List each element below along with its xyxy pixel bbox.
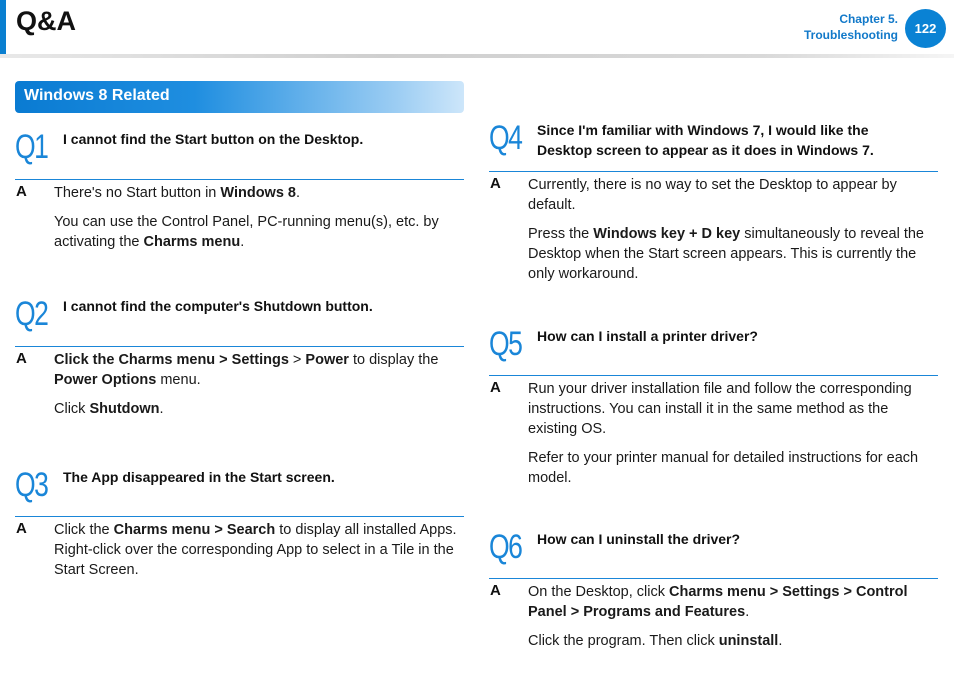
- answer-body: [528, 175, 940, 293]
- answer-emphasis: uninstall: [718, 633, 779, 649]
- answer-emphasis: Charms menu: [143, 234, 241, 250]
- answer-text: to display all installed Apps. Right-click over the corresponding App to select in a Tile in the Start Screen.: [54, 522, 457, 578]
- answer-text: Run your driver installation file and follow the corresponding instructions. You can install it in the same method as the existing OS.: [528, 381, 912, 437]
- question-text: I cannot find the Start button on the Desktop.: [63, 131, 364, 147]
- answer-paragraph: [528, 224, 940, 284]
- section-title: Windows 8 Related: [24, 87, 170, 104]
- question-text: How can I uninstall the driver?: [537, 531, 741, 547]
- question-text: How can I install a printer driver?: [537, 328, 758, 344]
- answer-paragraph: [54, 183, 466, 203]
- answer-emphasis: Shutdown: [89, 401, 160, 417]
- header-accent-bar: [0, 0, 6, 54]
- question-number: Q1: [15, 128, 48, 166]
- answer-paragraph: [528, 379, 940, 439]
- answer-body: [528, 379, 940, 497]
- answer-text: On the Desktop, click: [528, 584, 670, 600]
- answer-text: simultaneously to reveal the Desktop when the Start screen appears. This is currently the only workaround.: [528, 226, 924, 282]
- answer-text: .: [240, 234, 245, 250]
- page-title: Q&A: [16, 6, 76, 36]
- question-divider: [489, 171, 938, 172]
- question-divider: [15, 516, 464, 517]
- answer-emphasis: Power: [305, 352, 349, 368]
- page-number-badge: 122: [905, 9, 946, 48]
- question-text: The App disappeared in the Start screen.: [63, 469, 335, 485]
- chapter-title: Troubleshooting: [804, 28, 898, 42]
- answer-text: Press the: [528, 226, 594, 242]
- answer-text: .: [296, 185, 301, 201]
- answer-text: .: [778, 633, 783, 649]
- answer-text: menu.: [156, 372, 201, 388]
- answer-emphasis: Windows 8: [220, 185, 296, 201]
- answer-emphasis: Charms menu > Search: [113, 522, 276, 538]
- answer-text: Click: [54, 401, 90, 417]
- answer-text: Currently, there is no way to set the Desktop to appear by default.: [528, 177, 897, 213]
- answer-text: Click the program. Then click: [528, 633, 719, 649]
- answer-emphasis: Windows key + D key: [593, 226, 741, 242]
- answer-body: [528, 582, 940, 660]
- question-text: Since I'm familiar with Windows 7, I would like the Desktop screen to appear as it does in Windows 7.: [537, 122, 874, 158]
- question-divider: [489, 578, 938, 579]
- answer-emphasis: Power Options: [54, 372, 157, 388]
- section-header: [15, 81, 464, 113]
- answer-paragraph: [528, 448, 940, 488]
- answer-paragraph: [528, 631, 940, 651]
- question-divider: [15, 346, 464, 347]
- question-number: Q2: [15, 295, 48, 333]
- question-number: Q3: [15, 466, 48, 504]
- question-number: Q4: [489, 119, 522, 157]
- answer-marker: A: [490, 582, 501, 599]
- answer-paragraph: [54, 212, 466, 252]
- header-divider: [0, 54, 954, 58]
- answer-text: Refer to your printer manual for detailed instructions for each model.: [528, 450, 919, 486]
- answer-text: You can use the Control Panel, PC-running menu(s), etc. by activating the: [54, 214, 439, 250]
- answer-text: >: [288, 352, 306, 368]
- answer-text: There's no Start button in: [54, 185, 221, 201]
- chapter-number: Chapter 5.: [839, 12, 898, 26]
- question-text: I cannot find the computer's Shutdown button.: [63, 298, 373, 314]
- question-number: Q6: [489, 528, 522, 566]
- answer-paragraph: [528, 582, 940, 622]
- answer-emphasis: Click the Charms menu > Settings: [54, 352, 289, 368]
- answer-text: .: [159, 401, 164, 417]
- answer-emphasis: Charms menu > Settings > Control Panel > Programs and Features: [528, 584, 908, 620]
- answer-marker: A: [490, 379, 501, 396]
- answer-paragraph: [54, 350, 466, 390]
- answer-marker: A: [16, 350, 27, 367]
- question-divider: [489, 375, 938, 376]
- answer-marker: A: [16, 520, 27, 537]
- answer-text: .: [745, 604, 750, 620]
- answer-text: Click the: [54, 522, 114, 538]
- answer-marker: A: [16, 183, 27, 200]
- answer-text: to display the: [348, 352, 439, 368]
- question-divider: [15, 179, 464, 180]
- chapter-label: [804, 11, 898, 43]
- answer-paragraph: [528, 175, 940, 215]
- answer-paragraph: [54, 520, 466, 580]
- answer-body: [54, 183, 466, 261]
- answer-body: [54, 520, 466, 589]
- answer-marker: A: [490, 175, 501, 192]
- answer-paragraph: [54, 399, 466, 419]
- answer-body: [54, 350, 466, 428]
- question-number: Q5: [489, 325, 522, 363]
